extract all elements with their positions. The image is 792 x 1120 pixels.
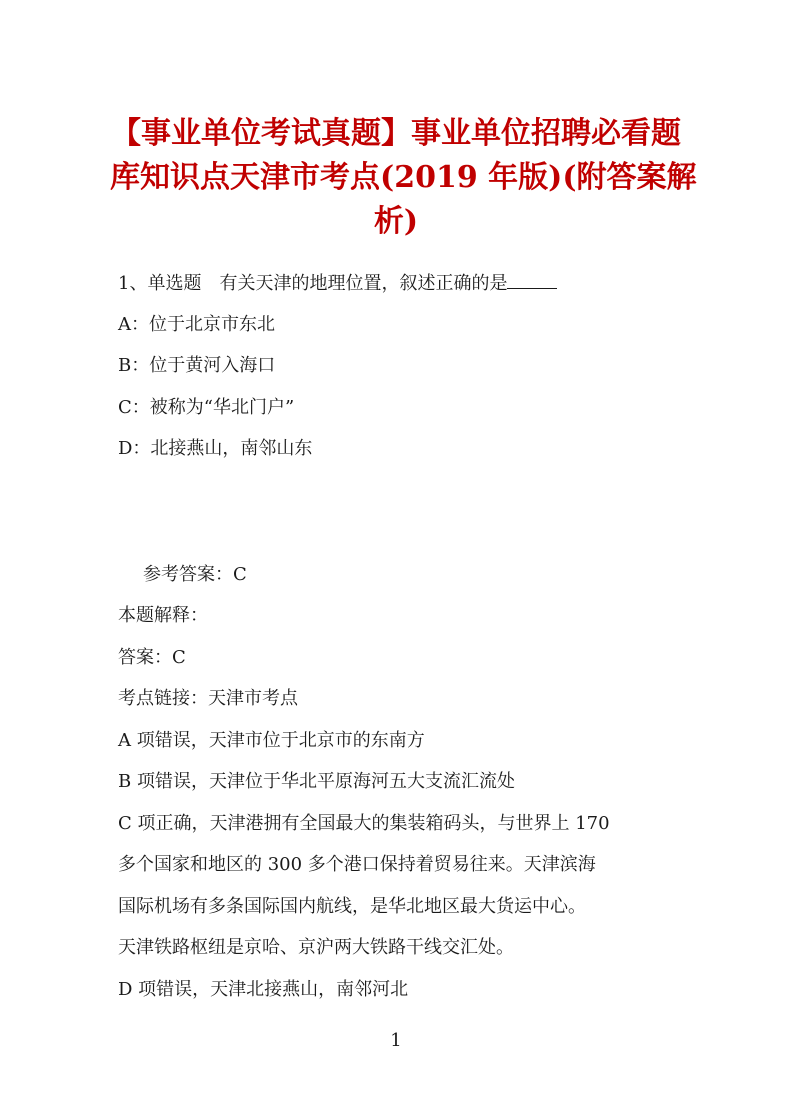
option-a: A：位于北京市东北 xyxy=(118,314,275,335)
option-d: D：北接燕山，南邻山东 xyxy=(118,438,313,459)
explanation-line-4: 多个国家和地区的 300 多个港口保持着贸易往来。天津滨海 xyxy=(118,854,596,875)
answer-blank xyxy=(507,272,557,289)
explanation-line-2: B 项错误，天津位于华北平原海河五大支流汇流处 xyxy=(118,771,515,792)
option-c: C：被称为“华北门户” xyxy=(118,397,295,418)
explanation-line-7: D 项错误，天津北接燕山，南邻河北 xyxy=(118,979,409,1000)
answer-line: 答案：C xyxy=(118,647,186,668)
explanation-line-6: 天津铁路枢纽是京哈、京沪两大铁路干线交汇处。 xyxy=(118,937,514,958)
explanation-line-1: A 项错误，天津市位于北京市的东南方 xyxy=(118,730,425,751)
document-title xyxy=(110,112,697,244)
option-b: B：位于黄河入海口 xyxy=(118,355,276,376)
question-stem: 有关天津的地理位置，叙述正确的是 xyxy=(219,273,508,294)
title-line-2: 库知识点天津市考点(2019 年版)(附答案解 xyxy=(110,160,697,195)
question-number: 1、单选题 xyxy=(118,273,202,294)
page-number: 1 xyxy=(390,1030,402,1051)
explanation-line-5: 国际机场有多条国际国内航线，是华北地区最大货运中心。 xyxy=(118,896,586,917)
explanation-label: 本题解释： xyxy=(118,605,208,626)
title-line-3: 析) xyxy=(373,204,419,239)
topic-link: 考点链接：天津市考点 xyxy=(118,688,298,709)
reference-answer: 参考答案：C xyxy=(143,564,247,585)
title-line-1: 【事业单位考试真题】事业单位招聘必看题 xyxy=(111,116,681,151)
explanation-line-3: C 项正确，天津港拥有全国最大的集装箱码头，与世界上 170 xyxy=(118,813,610,834)
question-line xyxy=(118,272,557,296)
